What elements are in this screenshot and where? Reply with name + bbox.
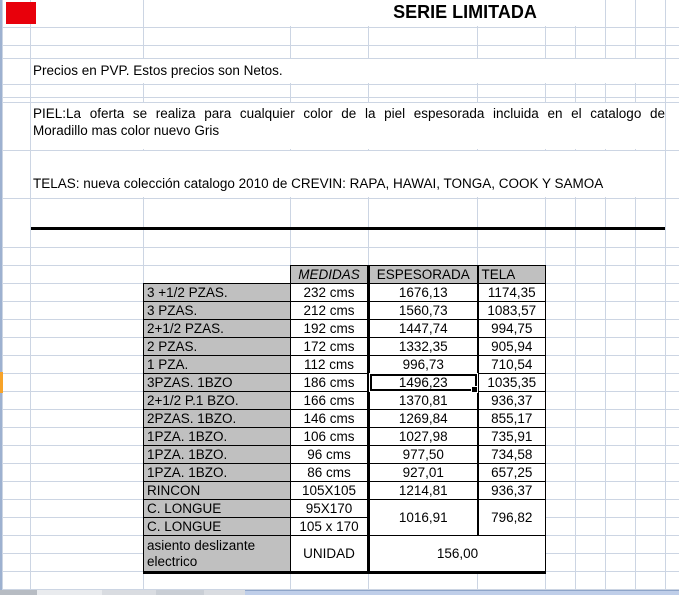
medidas-cell[interactable]: 172 cms [291, 338, 369, 356]
medidas-cell[interactable]: 192 cms [291, 320, 369, 338]
sheet-tab[interactable] [37, 590, 102, 595]
tab-bar-scroll-area[interactable] [245, 590, 679, 595]
row-label-cell[interactable]: C. LONGUE [144, 500, 291, 518]
red-marker [6, 2, 36, 24]
tela-cell[interactable]: 710,54 [478, 356, 546, 374]
tela-cell[interactable]: 936,37 [478, 482, 546, 500]
table-row [144, 482, 546, 500]
tela-cell[interactable]: 1035,35 [478, 374, 546, 392]
row-label-cell[interactable]: asiento deslizante electrico [144, 536, 291, 573]
tela-cell[interactable]: 936,37 [478, 392, 546, 410]
note-piel-line1: PIEL:La oferta se realiza para cualquier color de la piel espesorada incluida en el catalogo de [33, 106, 665, 121]
row-label-cell[interactable]: 2PZAS. 1BZO. [144, 410, 291, 428]
sheet-tab[interactable] [0, 590, 37, 595]
pane-left-edge [0, 0, 2, 590]
medidas-cell[interactable]: 112 cms [291, 356, 369, 374]
row-label-cell[interactable]: RINCON [144, 482, 291, 500]
row-label-cell[interactable]: 2+1/2 PZAS. [144, 320, 291, 338]
medidas-cell[interactable]: 146 cms [291, 410, 369, 428]
sheet-tab[interactable] [102, 590, 156, 595]
note-precios[interactable]: Precios en PVP. Estos precios son Netos. [33, 63, 283, 78]
tela-cell[interactable]: 994,75 [478, 320, 546, 338]
medidas-cell[interactable]: UNIDAD [291, 536, 369, 573]
row-label-cell[interactable]: 3PZAS. 1BZO [144, 374, 291, 392]
row-label-cell[interactable]: 3 +1/2 PZAS. [144, 284, 291, 302]
espesorada-cell[interactable]: 1016,91 [369, 500, 478, 536]
espesorada-cell[interactable]: 1560,73 [369, 302, 478, 320]
medidas-cell[interactable]: 232 cms [291, 284, 369, 302]
row-label-cell[interactable]: 2 PZAS. [144, 338, 291, 356]
row-label-cell[interactable]: C. LONGUE [144, 518, 291, 536]
table-row [144, 338, 546, 356]
medidas-cell[interactable]: 96 cms [291, 446, 369, 464]
merged-price-cell[interactable]: 156,00 [369, 536, 546, 573]
table-row [144, 320, 546, 338]
espesorada-cell[interactable]: 977,50 [369, 446, 478, 464]
tela-cell[interactable]: 1083,57 [478, 302, 546, 320]
sheet-tab[interactable] [156, 590, 204, 595]
medidas-cell[interactable]: 86 cms [291, 464, 369, 482]
table-row [144, 374, 546, 392]
table-row [144, 302, 546, 320]
medidas-cell[interactable]: 212 cms [291, 302, 369, 320]
table-row [144, 446, 546, 464]
row-label-cell[interactable]: 3 PZAS. [144, 302, 291, 320]
sheet-title[interactable]: SERIE LIMITADA [393, 2, 537, 22]
table-row [144, 464, 546, 482]
table-row [144, 410, 546, 428]
tela-cell[interactable]: 796,82 [478, 500, 546, 536]
table-row [144, 428, 546, 446]
tela-cell[interactable]: 1174,35 [478, 284, 546, 302]
table-row [144, 284, 546, 302]
active-cell-selection [370, 374, 477, 391]
espesorada-cell[interactable]: 1447,74 [369, 320, 478, 338]
espesorada-cell-selected[interactable]: 1496,23 [369, 374, 478, 392]
medidas-cell[interactable]: 166 cms [291, 392, 369, 410]
price-table [143, 265, 546, 574]
tela-cell[interactable]: 734,58 [478, 446, 546, 464]
row-label-cell[interactable]: 1PZA. 1BZO. [144, 446, 291, 464]
espesorada-cell[interactable]: 1214,81 [369, 482, 478, 500]
espesorada-cell[interactable]: 1332,35 [369, 338, 478, 356]
espesorada-cell[interactable]: 1676,13 [369, 284, 478, 302]
espesorada-cell[interactable]: 1370,81 [369, 392, 478, 410]
tela-cell[interactable]: 657,25 [478, 464, 546, 482]
header-tela[interactable]: TELA [478, 266, 546, 284]
medidas-cell[interactable]: 186 cms [291, 374, 369, 392]
note-piel-line2: Moradillo mas color nuevo Gris [33, 123, 220, 138]
note-piel[interactable] [33, 106, 665, 138]
table-row [144, 392, 546, 410]
row-label-cell[interactable]: 1 PZA. [144, 356, 291, 374]
espesorada-cell[interactable]: 1269,84 [369, 410, 478, 428]
espesorada-cell[interactable]: 927,01 [369, 464, 478, 482]
row-label-cell[interactable]: 1PZA. 1BZO. [144, 464, 291, 482]
espesorada-cell[interactable]: 996,73 [369, 356, 478, 374]
espesorada-cell[interactable]: 1027,98 [369, 428, 478, 446]
medidas-cell[interactable]: 95X170 [291, 500, 369, 518]
medidas-cell[interactable]: 105 x 170 [291, 518, 369, 536]
row-label-cell[interactable]: 1PZA. 1BZO. [144, 428, 291, 446]
table-row [144, 536, 546, 573]
medidas-cell[interactable]: 105X105 [291, 482, 369, 500]
row-label-cell[interactable]: 2+1/2 P.1 BZO. [144, 392, 291, 410]
separator-line [31, 227, 665, 230]
medidas-cell[interactable]: 106 cms [291, 428, 369, 446]
note-telas[interactable]: TELAS: nueva colección catalogo 2010 de CREVIN: RAPA, HAWAI, TONGA, COOK Y SAMOA [33, 176, 604, 191]
sheet-tab[interactable] [204, 590, 245, 595]
table-row [144, 356, 546, 374]
tela-cell[interactable]: 855,17 [478, 410, 546, 428]
tela-cell[interactable]: 905,94 [478, 338, 546, 356]
fill-handle[interactable] [471, 386, 478, 393]
header-espesorada[interactable]: ESPESORADA [369, 266, 478, 284]
header-medidas[interactable]: MEDIDAS [291, 266, 369, 284]
header-ghost-cell [144, 266, 291, 284]
orange-row-marker [0, 372, 3, 393]
tela-cell[interactable]: 735,91 [478, 428, 546, 446]
table-row [144, 500, 546, 518]
